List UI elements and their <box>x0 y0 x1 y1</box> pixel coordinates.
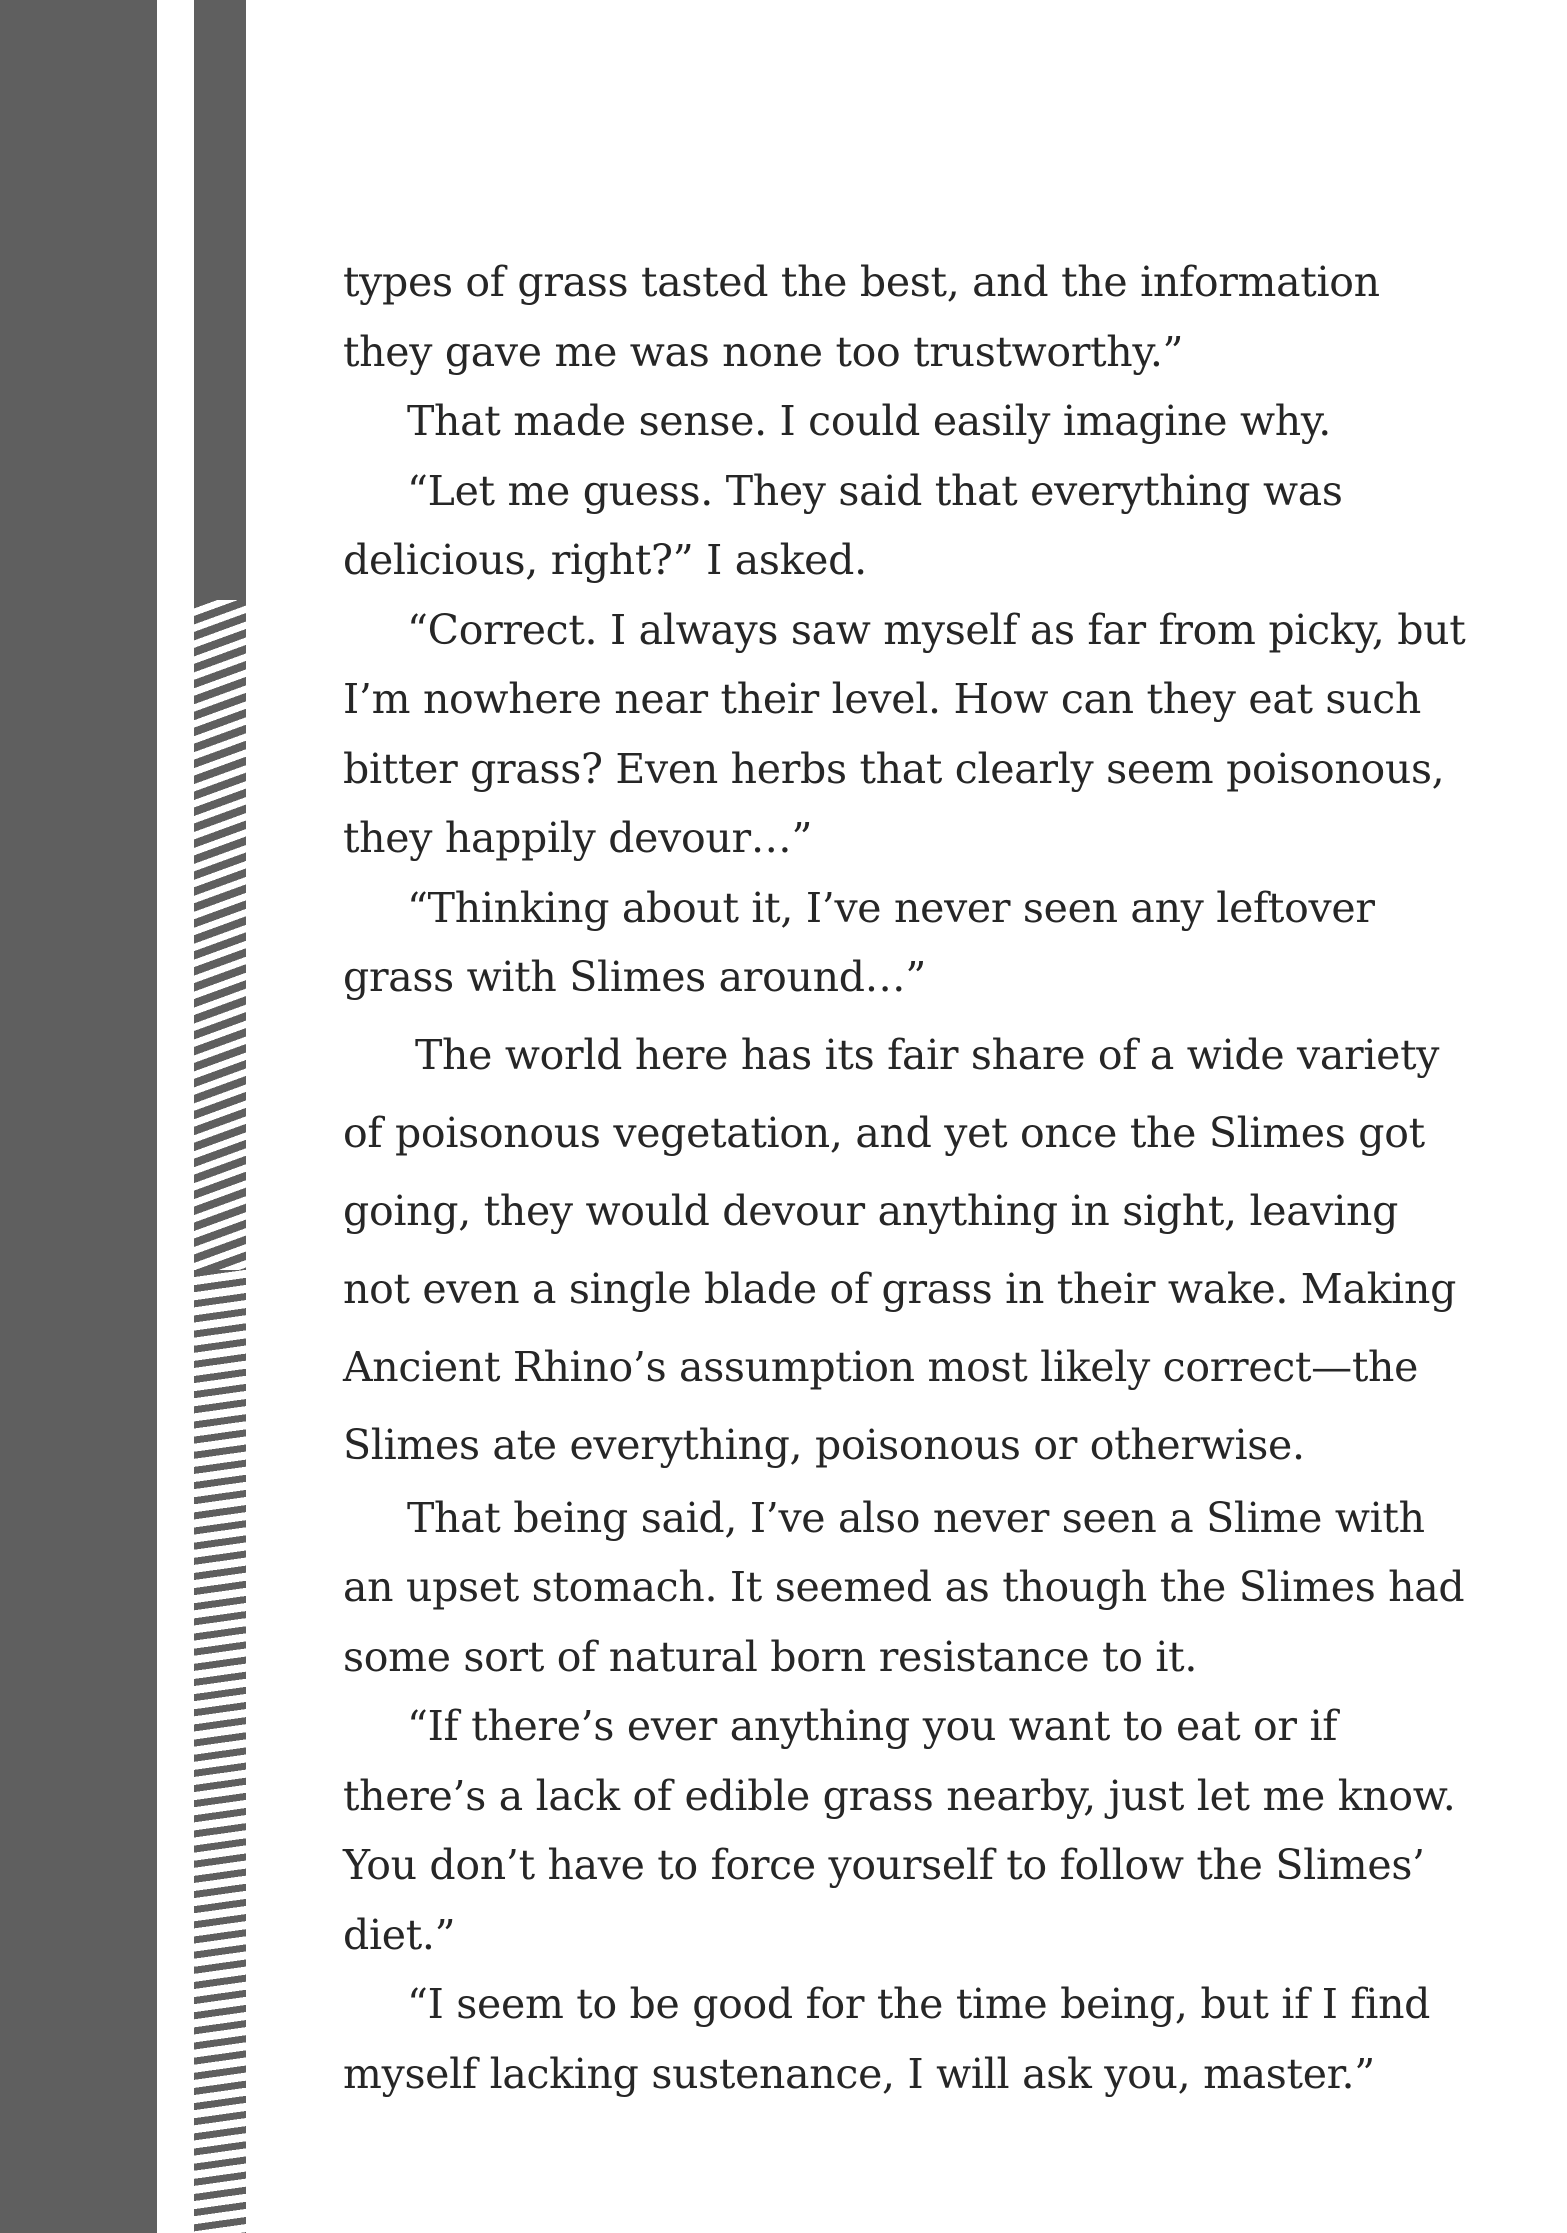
decorative-striped-bar-lower <box>194 1270 246 2233</box>
decorative-side-bar <box>0 0 157 2233</box>
paragraph: That being said, I’ve also never seen a Slime with an upset stomach. It seemed as though the Slimes had some sort of natural born resistance to it. <box>343 1493 1465 1681</box>
decorative-striped-bar <box>194 600 246 1270</box>
paragraph: “Thinking about it, I’ve never seen any leftover grass with Slimes around…” <box>343 883 1375 1001</box>
decorative-bar-gap <box>157 0 194 2233</box>
paragraph: types of grass tasted the best, and the information they gave me was none too trustworthy.” <box>343 258 1380 376</box>
paragraph: “I seem to be good for the time being, but if I find myself lacking sustenance, I will ask you, master.” <box>343 1980 1431 2098</box>
paragraph: The world here has its fair share of a wide variety of poisonous vegetation, and yet once the Slimes got going, they would devour anything in sight, leaving not even a single blade of grass in their wake. Making Ancient Rhino’s assumption most likely correct—the Slimes ate everything, poisonous or otherwise. <box>343 1030 1457 1469</box>
body-text <box>343 248 1473 2109</box>
paragraph: “Let me guess. They said that everything was delicious, right?” I asked. <box>343 466 1343 584</box>
paragraph: “Correct. I always saw myself as far from picky, but I’m nowhere near their level. How can they eat such bitter grass? Even herbs that clearly seem poisonous, they happily devour…” <box>343 605 1466 862</box>
paragraph: That made sense. I could easily imagine why. <box>407 397 1332 445</box>
paragraph: “If there’s ever anything you want to eat or if there’s a lack of edible grass nearby, just let me know. You don’t have to force yourself to follow the Slimes’ diet.” <box>343 1702 1456 1959</box>
decorative-inner-bar <box>194 0 246 600</box>
